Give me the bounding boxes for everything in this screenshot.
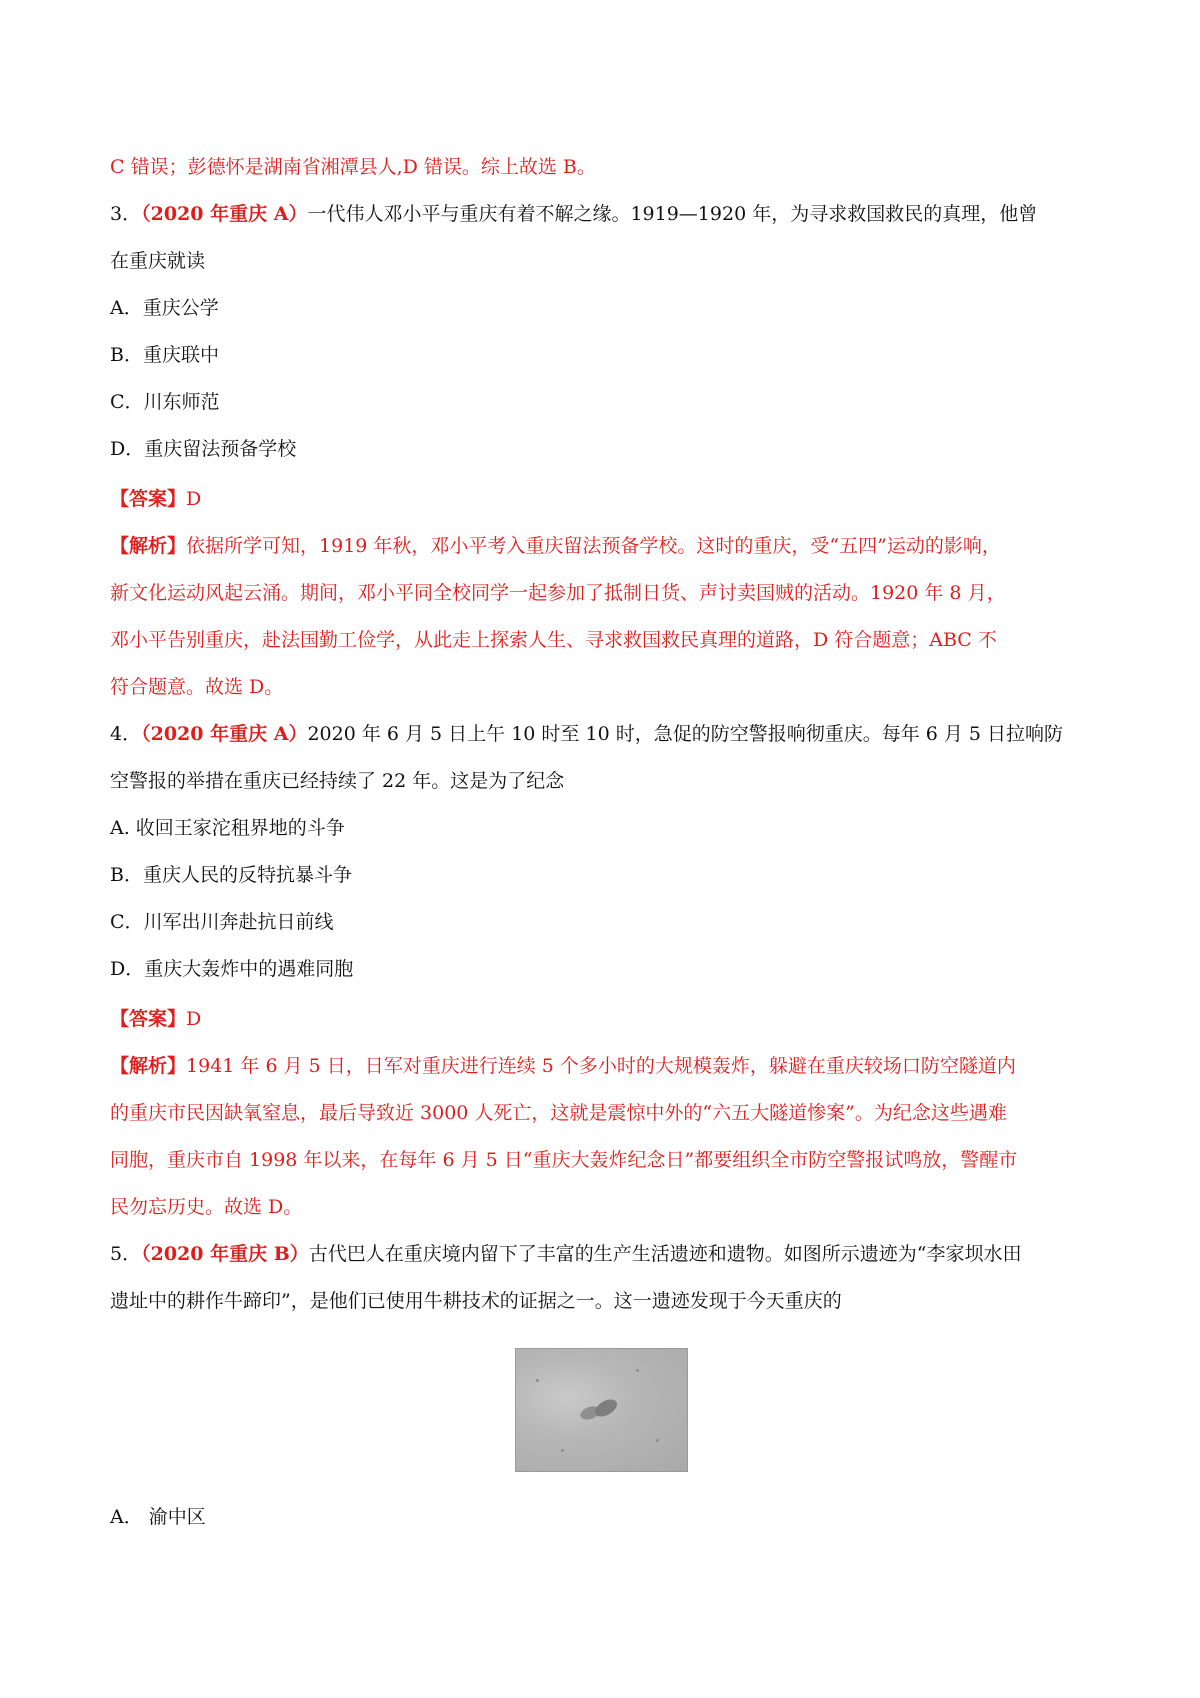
q4-answer xyxy=(110,1004,201,1034)
photo-speck xyxy=(656,1439,659,1442)
q3-analysis-label: 【解析】 xyxy=(110,535,187,557)
q4-analysis-line-2: 的重庆市民因缺氧窒息，最后导致近 3000 人死亡，这就是震惊中外的“六五大隧道惨案”。为纪念这些遇难 xyxy=(110,1102,1007,1124)
q5-source-tag: （2020 年重庆 B） xyxy=(141,1243,309,1265)
q4-analysis-line-1 xyxy=(110,1051,1016,1081)
previous-analysis-tail: C 错误；彭德怀是湖南省湘潭县人,D 错误。综上故选 B。 xyxy=(110,156,596,178)
q3-analysis-line-3: 邓小平告别重庆，赴法国勤工俭学，从此走上探索人生、寻求救国救民真理的道路，D 符合题意；ABC 不 xyxy=(110,629,997,651)
photo-speck xyxy=(561,1449,564,1452)
q3-number: 3． xyxy=(110,203,142,225)
hoofprint-mark xyxy=(579,1404,602,1422)
q3-analysis-line-1 xyxy=(110,531,1001,561)
q3-answer-value: D xyxy=(186,488,202,510)
q5-stem-line-1 xyxy=(110,1239,1021,1269)
q4-analysis-line-4: 民勿忘历史。故选 D。 xyxy=(110,1196,303,1218)
q4-option-c: C．川军出川奔赴抗日前线 xyxy=(110,911,334,933)
q4-analysis-label: 【解析】 xyxy=(110,1055,187,1077)
q3-answer-label: 【答案】 xyxy=(110,488,187,510)
q3-option-c: C．川东师范 xyxy=(110,391,220,413)
q5-stem-line-2: 遗址中的耕作牛蹄印”，是他们已使用牛耕技术的证据之一。这一遗迹发现于今天重庆的 xyxy=(110,1290,842,1312)
q4-stem-text: 2020 年 6 月 5 日上午 10 时至 10 时，急促的防空警报响彻重庆。每年 6 月 5 日拉响防 xyxy=(307,723,1064,745)
q3-stem-line-1 xyxy=(110,199,1037,229)
q3-option-b: B．重庆联中 xyxy=(110,344,219,366)
photo-speck xyxy=(536,1379,539,1382)
q3-option-a: A．重庆公学 xyxy=(110,297,219,319)
ox-hoofprint-photo xyxy=(515,1348,688,1472)
q4-number: 4． xyxy=(110,723,142,745)
q3-analysis-line-2: 新文化运动风起云涌。期间，邓小平同全校同学一起参加了抵制日货、声讨卖国贼的活动。1920 年 8 月， xyxy=(110,582,1006,604)
q4-analysis-text-1: 1941 年 6 月 5 日，日军对重庆进行连续 5 个多小时的大规模轰炸，躲避在重庆较场口防空隧道内 xyxy=(186,1055,1016,1077)
q4-source-tag: （2020 年重庆 A） xyxy=(141,723,308,745)
photo-speck xyxy=(636,1369,639,1372)
q4-stem-line-1 xyxy=(110,719,1063,749)
q5-number: 5． xyxy=(110,1243,142,1265)
q4-option-d: D．重庆大轰炸中的遇难同胞 xyxy=(110,958,354,980)
q3-stem-text: 一代伟人邓小平与重庆有着不解之缘。1919—1920 年，为寻求救国救民的真理，他曾 xyxy=(307,203,1038,225)
q5-option-a: A． 渝中区 xyxy=(110,1506,206,1528)
q3-option-d: D．重庆留法预备学校 xyxy=(110,438,297,460)
q3-source-tag: （2020 年重庆 A） xyxy=(141,203,308,225)
q4-option-b: B．重庆人民的反特抗暴斗争 xyxy=(110,864,352,886)
q5-stem-text: 古代巴人在重庆境内留下了丰富的生产生活遗迹和遗物。如图所示遗迹为“李家坝水田 xyxy=(308,1243,1022,1265)
q4-answer-label: 【答案】 xyxy=(110,1008,187,1030)
q3-answer xyxy=(110,484,201,514)
q4-option-a: A. 收回王家沱租界地的斗争 xyxy=(110,817,345,839)
q3-analysis-line-4: 符合题意。故选 D。 xyxy=(110,676,284,698)
q3-stem-line-2: 在重庆就读 xyxy=(110,250,206,272)
q4-answer-value: D xyxy=(186,1008,202,1030)
q4-stem-line-2: 空警报的举措在重庆已经持续了 22 年。这是为了纪念 xyxy=(110,770,565,792)
q4-analysis-line-3: 同胞，重庆市自 1998 年以来，在每年 6 月 5 日“重庆大轰炸纪念日”都要组织全市防空警报试鸣放，警醒市 xyxy=(110,1149,1018,1171)
q3-analysis-text-1: 依据所学可知，1919 年秋，邓小平考入重庆留法预备学校。这时的重庆，受“五四”运动的影响， xyxy=(186,535,1001,557)
